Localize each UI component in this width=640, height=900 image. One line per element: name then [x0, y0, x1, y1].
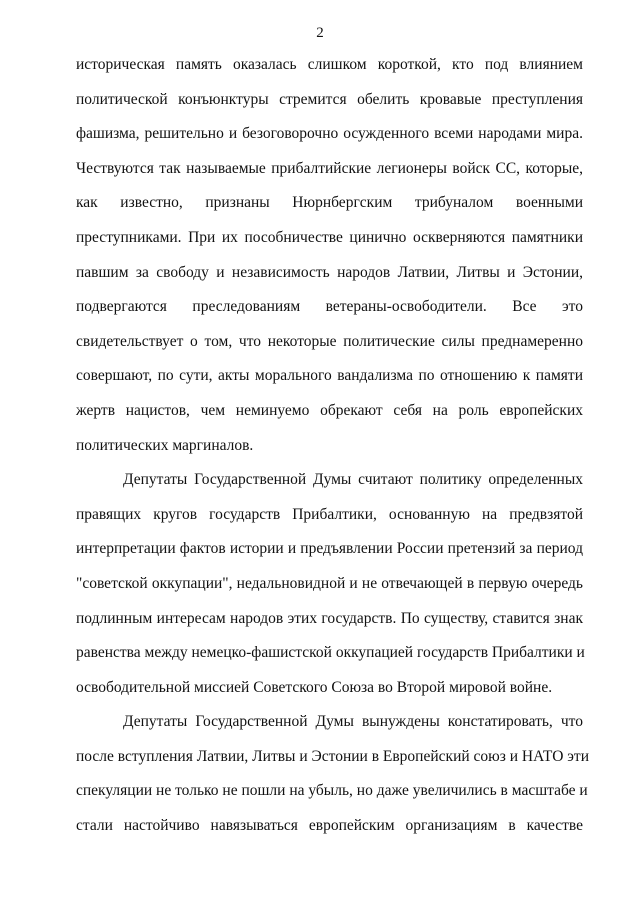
text-line: стали настойчиво навязываться европейским организациям в качестве: [76, 817, 583, 835]
text-line: интерпретации фактов истории и предъявлении России претензий за период: [76, 540, 583, 558]
text-line: спекуляции не только не пошли на убыль, но даже увеличились в масштабе и: [76, 782, 588, 800]
text-line: политических маргиналов.: [76, 436, 254, 454]
paragraph: [76, 463, 583, 705]
text-line: свидетельствует о том, что некоторые политические силы преднамеренно: [76, 332, 583, 350]
text-line: правящих кругов государств Прибалтики, основанную на предвзятой: [76, 505, 583, 523]
text-line: после вступления Латвии, Литвы и Эстонии в Европейский союз и НАТО эти: [76, 747, 589, 765]
text-line: павшим за свободу и независимость народов Латвии, Литвы и Эстонии,: [76, 263, 583, 281]
text-line: как известно, признаны Нюрнбергским трибуналом военными: [76, 194, 583, 212]
text-line: жертв нацистов, чем неминуемо обрекают себя на роль европейских: [76, 401, 583, 419]
text-line: подлинным интересам народов этих государств. По существу, ставится знак: [76, 609, 583, 627]
text-line: фашизма, решительно и безоговорочно осужденного всеми народами мира.: [76, 125, 583, 143]
text-line: равенства между немецко-фашистской оккупацией государств Прибалтики и: [76, 644, 585, 662]
document-body: [76, 48, 589, 844]
text-line: политической конъюнктуры стремится обелить кровавые преступления: [76, 90, 583, 108]
text-line: преступниками. При их пособничестве цинично оскверняются памятники: [76, 228, 583, 246]
text-line: Депутаты Государственной Думы считают политику определенных: [123, 471, 583, 489]
text-line: Депутаты Государственной Думы вынуждены констатировать, что: [123, 713, 583, 731]
text-line: историческая память оказалась слишком короткой, кто под влиянием: [76, 56, 583, 73]
text-line: совершают, по сути, акты морального вандализма по отношению к памяти: [76, 367, 583, 385]
paragraph: [76, 705, 589, 843]
page-number: 2: [316, 25, 324, 41]
text-line: освободительной миссией Советского Союза во Второй мировой войне.: [76, 678, 553, 696]
text-line: Чествуются так называемые прибалтийские легионеры войск СС, которые,: [76, 159, 583, 177]
text-line: "советской оккупации", недальновидной и не отвечающей в первую очередь: [76, 574, 583, 592]
paragraph: [76, 48, 583, 463]
text-line: подвергаются преследованиям ветераны-освободители. Все это: [76, 298, 583, 316]
